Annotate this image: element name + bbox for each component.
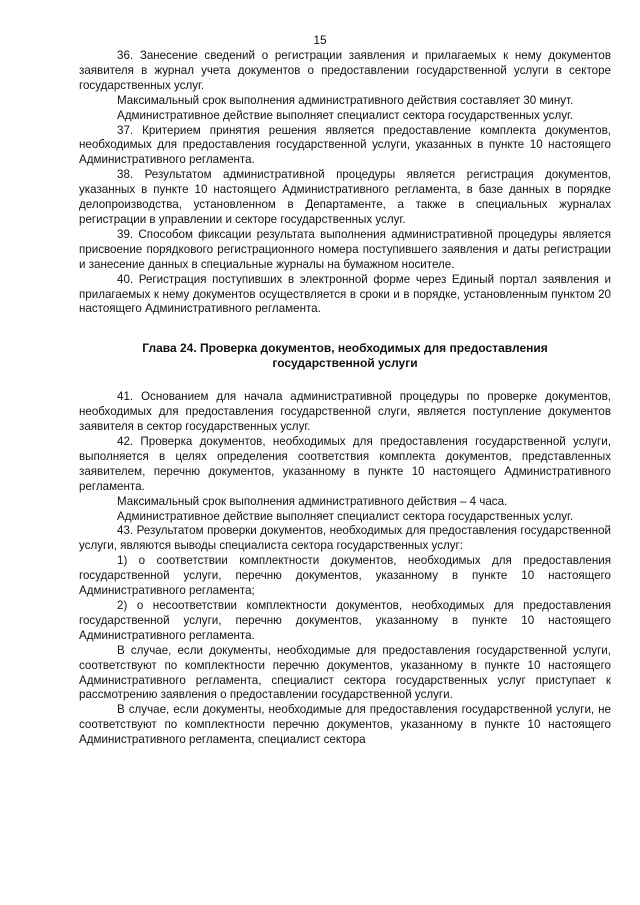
paragraph-38: 38. Результатом административной процедуры является регистрация документов, указанных в пункте 10 настоящего Административного регламента, в базе данных в порядке делопроизводства, установленном в Департаменте, а также в специальных журналах регистрации в управлении и секторе государственных услуг. [79, 168, 611, 226]
paragraph-36-max-time: Максимальный срок выполнения административного действия составляет 30 минут. [117, 93, 574, 107]
paragraph-41: 41. Основанием для начала административной процедуры по проверке документов, необходимых для предоставления государственной слуги, является поступление документов заявителя в сектор государственных услуг. [79, 390, 611, 434]
paragraph-39: 39. Способом фиксации результата выполнения административной процедуры является присвоение порядкового регистрационного номера поступившего заявления и даты регистрации и занесение данных в специальные журналы на бумажном носителе. [79, 227, 611, 271]
paragraph-43: 43. Результатом проверки документов, необходимых для предоставления государственной услуги, являются выводы специалиста сектора государственных услуг: [79, 524, 611, 553]
paragraph-36: 36. Занесение сведений о регистрации заявления и прилагаемых к нему документов заявителя в журнал учета документов о предоставлении государственной услуги в секторе государственных услуг. [79, 49, 611, 92]
paragraph-compliance-case: В случае, если документы, необходимые для предоставления государственной услуги, соответствуют по комплектности перечню документов, указанному в пункте 10 настоящего Административного регламента, специалист сектора государственных услуг приступает к рассмотрению заявления о предоставлении государственной услуги. [79, 643, 611, 702]
document-body [79, 49, 611, 748]
paragraph-42-max-time: Максимальный срок выполнения административного действия – 4 часа. [117, 494, 508, 508]
paragraph-36-executor: Административное действие выполняет специалист сектора государственных услуг. [117, 108, 574, 122]
paragraph-43-item-1: 1) о соответствии комплектности документов, необходимых для предоставления государственной услуги, перечню документов, указанному в пункте 10 настоящего Административного регламента; [79, 554, 611, 598]
paragraph-37: 37. Критерием принятия решения является предоставление комплекта документов, необходимых для предоставления государственной услуги, указанных в пункте 10 настоящего Административного регламента. [79, 123, 611, 167]
paragraph-noncompliance-case: В случае, если документы, необходимые для предоставления государственной услуги, не соответствуют по комплектности перечню документов, указанному в пункте 10 настоящего Административного регламента, специалист сектора [79, 703, 611, 747]
paragraph-43-item-2: 2) о несоответствии комплектности документов, необходимых для предоставления государственной услуги, перечню документов, указанному в пункте 10 настоящего Административного регламента. [79, 599, 611, 642]
page-number: 15 [313, 33, 327, 47]
chapter-title: Глава 24. Проверка документов, необходимых для предоставления государственной услуги [142, 341, 548, 371]
paragraph-42: 42. Проверка документов, необходимых для предоставления государственной услуги, выполняется в целях определения соответствия комплекта документов, представленных заявителем, перечню документов, указанному в пункте 10 настоящего Административного регламента. [79, 435, 611, 493]
paragraph-40: 40. Регистрация поступивших в электронной форме через Единый портал заявления и прилагаемых к нему документов осуществляется в сроки и в порядке, установленным пунктом 20 настоящего Административного регламента. [79, 272, 611, 316]
paragraph-42-executor: Административное действие выполняет специалист сектора государственных услуг. [117, 509, 574, 523]
